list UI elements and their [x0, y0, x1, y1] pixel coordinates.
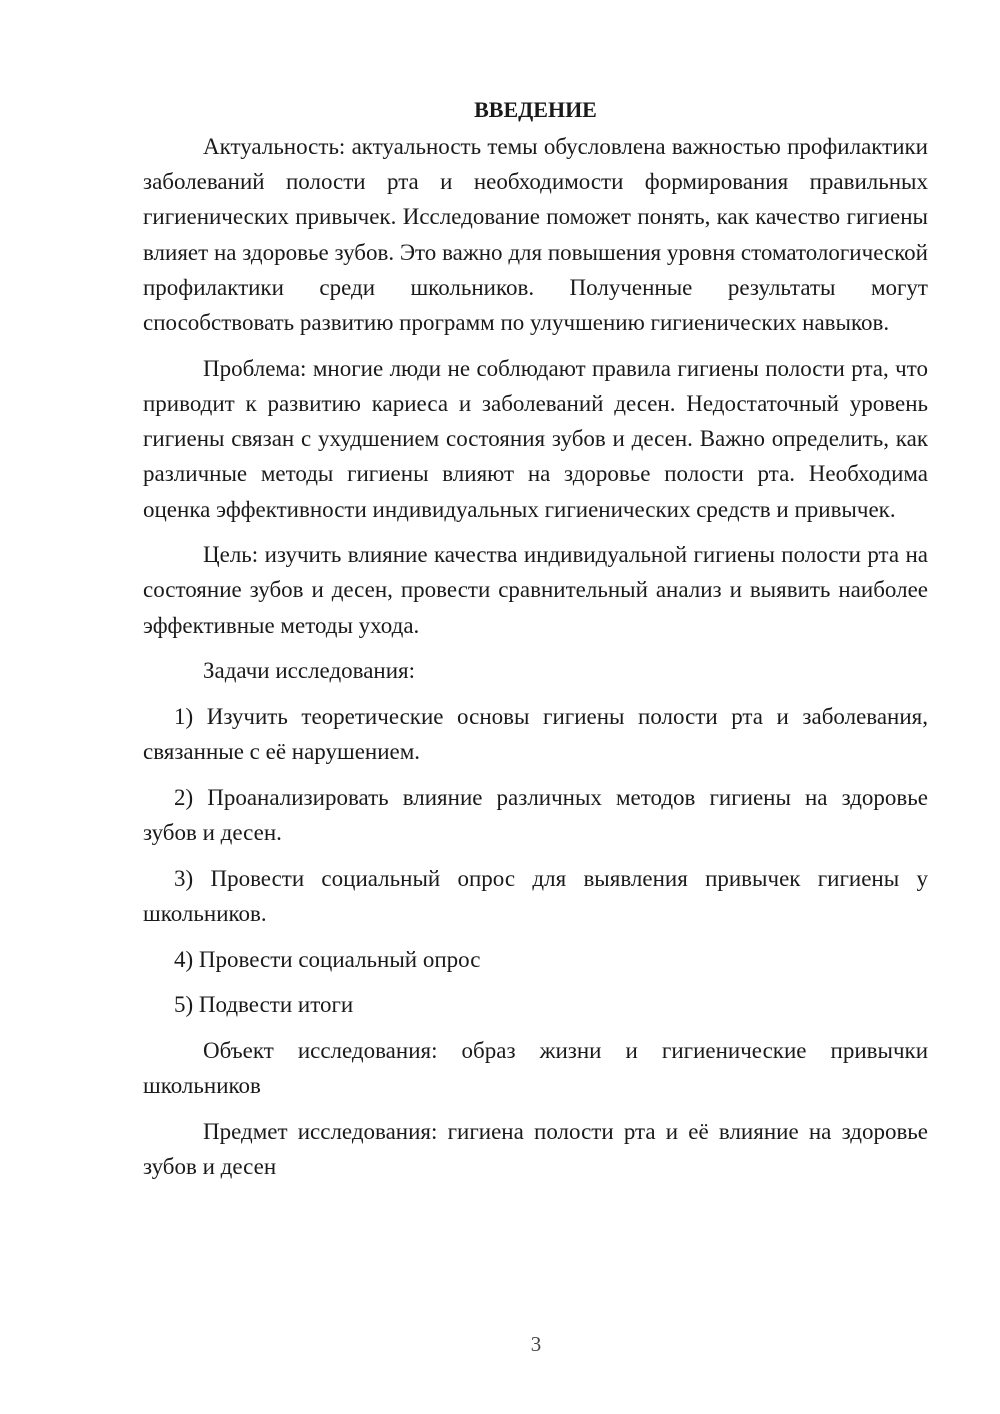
task-item: 1) Изучить теоретические основы гигиены полости рта и заболевания, связанные с её нарушением. [143, 704, 928, 765]
section-heading: ВВЕДЕНИЕ [474, 97, 597, 122]
page-content [143, 92, 928, 1195]
problem-paragraph: Проблема: многие люди не соблюдают правила гигиены полости рта, что приводит к развитию кариеса и заболеваний десен. Недостаточный уровень гигиены связан с ухудшением состояния зубов и десен. Важно определить, как различные методы гигиены влияют на здоровье полости рта. Необходима оценка эффективности индивидуальных гигиенических средств и привычек. [143, 355, 928, 522]
relevance-paragraph: Актуальность: актуальность темы обусловлена важностью профилактики заболеваний полости рта и необходимости формирования правильных гигиенических привычек. Исследование поможет понять, как качество гигиены влияет на здоровье зубов. Это важно для повышения уровня стоматологической профилактики среди школьников. Полученные результаты могут способствовать развитию программ по улучшению гигиенических навыков. [143, 134, 928, 336]
task-item: 4) Провести социальный опрос [174, 946, 481, 972]
tasks-title: Задачи исследования: [203, 658, 416, 684]
page-number: 3 [530, 1332, 542, 1356]
task-item: 2) Проанализировать влияние различных методов гигиены на здоровье зубов и десен. [143, 784, 928, 846]
goal-paragraph: Цель: изучить влияние качества индивидуальной гигиены полости рта на состояние зубов и десен, провести сравнительный анализ и выявить наиболее эффективные методы ухода. [143, 542, 928, 638]
research-object-paragraph: Объект исследования: образ жизни и гигиенические привычки школьников [143, 1038, 928, 1099]
task-item: 3) Провести социальный опрос для выявления привычек гигиены у школьников. [143, 865, 928, 927]
task-item: 5) Подвести итоги [174, 992, 354, 1018]
research-subject-paragraph: Предмет исследования: гигиена полости рта и её влияние на здоровье зубов и десен [143, 1119, 928, 1180]
